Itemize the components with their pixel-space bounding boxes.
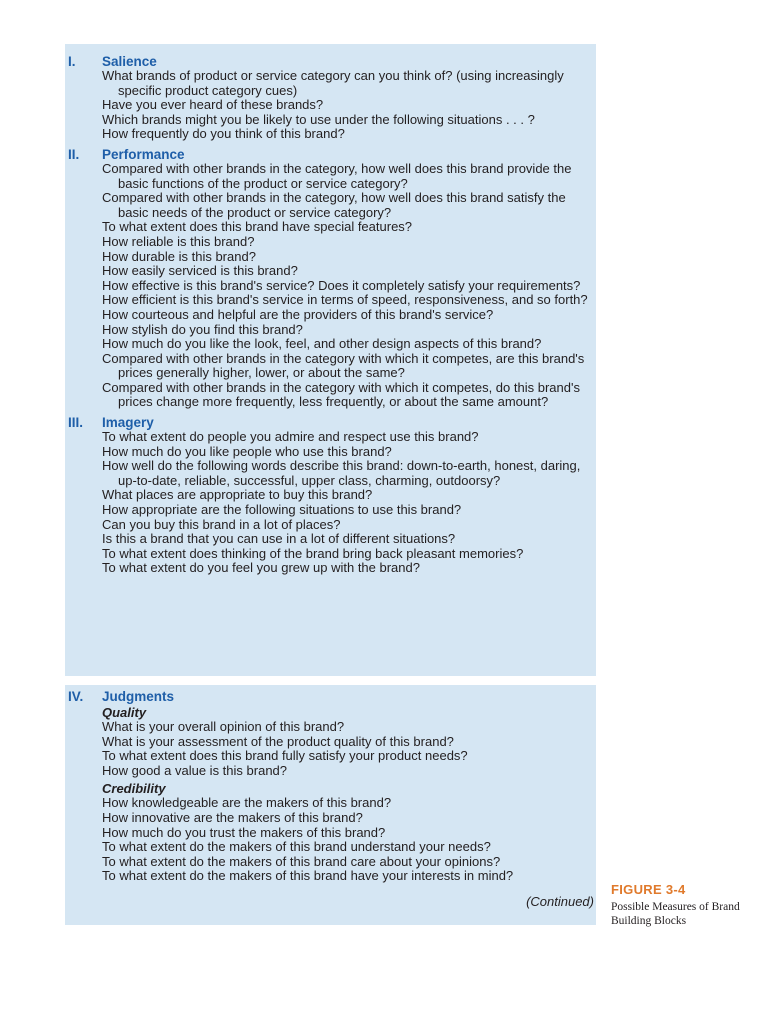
section-salience (65, 54, 596, 142)
question-item: How appropriate are the following situations to use this brand? (102, 502, 462, 518)
question-item: How knowledgeable are the makers of this brand? (102, 795, 392, 811)
question-item: How courteous and helpful are the providers of this brand's service? (102, 306, 494, 322)
section-title: Salience (102, 54, 157, 69)
question-item: Compared with other brands in the category with which it competes, are this brand's prices generally higher, lower, or about the same? (102, 350, 585, 381)
section-title: Imagery (102, 415, 154, 431)
question-item: What is your assessment of the product quality of this brand? (102, 733, 454, 749)
question-panel-2 (65, 685, 596, 925)
question-item: How innovative are the makers of this brand? (102, 809, 363, 825)
section-number: IV. (68, 689, 84, 704)
question-item: How frequently do you think of this brand? (102, 126, 345, 142)
question-item: To what extent does this brand have special features? (102, 219, 413, 235)
question-item: Compared with other brands in the category, how well does this brand provide the basic functions of the product or service category? (102, 160, 572, 191)
question-item: What places are appropriate to buy this brand? (102, 487, 373, 503)
question-item: To what extent do the makers of this brand care about your opinions? (102, 853, 501, 869)
question-item: How good a value is this brand? (102, 762, 288, 778)
question-item: How effective is this brand's service? Does it completely satisfy your requirements? (102, 277, 581, 293)
continued-note: (Continued) (526, 894, 594, 909)
section-number: III. (68, 415, 84, 431)
question-item: How much do you like people who use this brand? (102, 443, 392, 459)
question-item: To what extent do the makers of this brand understand your needs? (102, 839, 491, 855)
section-number: II. (68, 146, 80, 162)
section-performance (65, 147, 596, 410)
question-item: Compared with other brands in the category, how well does this brand satisfy the basic needs of the product or service category? (102, 190, 566, 220)
question-item: To what extent do you feel you grew up with the brand? (102, 560, 420, 576)
question-panel-1 (65, 44, 596, 676)
question-list (102, 69, 596, 142)
question-list (102, 162, 596, 410)
question-list (102, 430, 596, 576)
question-item: Have you ever heard of these brands? (102, 97, 324, 113)
question-item: Compared with other brands in the category with which it competes, do this brand's prices change more frequently, less frequently, or about the same amount? (102, 379, 580, 410)
question-item: To what extent do people you admire and respect use this brand? (102, 429, 479, 445)
section-title: Performance (102, 146, 185, 162)
figure-label: FIGURE 3-4 (611, 882, 686, 897)
section-imagery (65, 415, 596, 576)
section-title: Judgments (102, 689, 175, 704)
question-item: How much do you trust the makers of this brand? (102, 824, 386, 840)
question-item: How much do you like the look, feel, and other design aspects of this brand? (102, 336, 542, 352)
question-item: How durable is this brand? (102, 248, 256, 264)
question-list (102, 705, 596, 884)
question-item: Can you buy this brand in a lot of places? (102, 516, 341, 532)
question-item: What is your overall opinion of this brand? (102, 719, 345, 734)
question-item: Is this a brand that you can use in a lot of different situations? (102, 531, 456, 547)
question-item: How reliable is this brand? (102, 233, 255, 249)
figure-caption: Possible Measures of Brand Building Blocks (611, 901, 740, 927)
subsection-title: Credibility (102, 781, 166, 797)
subsection-title: Quality (102, 705, 147, 720)
question-item: How efficient is this brand's service in terms of speed, responsiveness, and so forth? (102, 292, 588, 308)
question-item: What brands of product or service category can you think of? (using increasingly specific product category cues) (102, 68, 564, 98)
question-item: How stylish do you find this brand? (102, 321, 303, 337)
question-item: How easily serviced is this brand? (102, 263, 298, 279)
question-item: Which brands might you be likely to use under the following situations . . . ? (102, 111, 535, 127)
section-judgments (65, 689, 596, 884)
question-item: To what extent does this brand fully satisfy your product needs? (102, 748, 468, 764)
question-item: How well do the following words describe this brand: down-to-earth, honest, daring, up-to-date, reliable, successful, upper class, charming, outdoorsy? (102, 458, 581, 488)
question-item: To what extent does thinking of the brand bring back pleasant memories? (102, 545, 524, 561)
section-number: I. (68, 54, 76, 69)
question-item: To what extent do the makers of this brand have your interests in mind? (102, 868, 514, 884)
